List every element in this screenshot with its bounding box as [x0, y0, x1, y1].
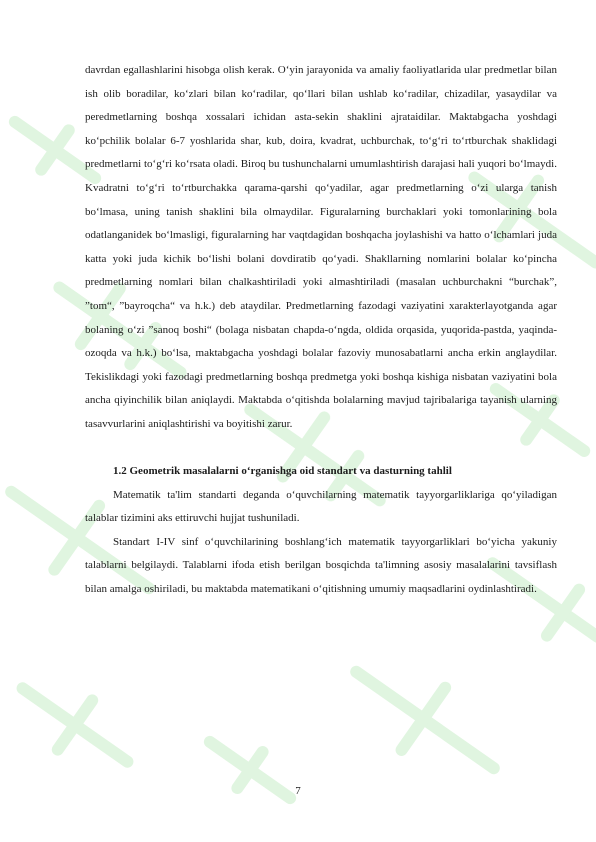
body-paragraph: Matematik ta'lim standarti deganda o‘quvchilarning matematik tayyorgarliklariga qo‘yiladigan talablar tizimini aks ettiruvchi hujjat tushuniladi.: [85, 488, 557, 525]
document-body: [85, 59, 557, 602]
watermark-stroke: [348, 663, 502, 776]
section-heading: 1.2 Geometrik masalalarni o‘rganishga oid standart va dasturning tahlil: [113, 465, 452, 478]
watermark-stroke: [33, 122, 77, 178]
watermark-stroke: [14, 680, 136, 770]
page-number: 7: [295, 785, 301, 797]
watermark-stroke: [393, 679, 453, 758]
watermark-stroke: [49, 692, 100, 758]
body-paragraph: Standart I-IV sinf o‘quvchilarining boshlang‘ich matematik tayyorgarliklari bo‘yicha yakuniy talablarni belgilaydi. Talablarni ifoda etish berilgan bosqichda ta'limning asosiy masalalarini tavsiflash bilan amalga oshiriladi, bu maktabda matematikani o‘qitishning umumiy maqsadlarini oydinlashtiradi.: [85, 535, 557, 596]
body-paragraph: davrdan egallashlarini hisobga olish kerak. O‘yin jarayonida va amaliy faoliyatlarida ular predmetlar bilan ish olib boradilar, ko‘zlari bilan ko‘radilar, qo‘llari bilan ushlab ko‘radilar, chizadilar, yasaydilar va peredmetlarning boshqa xossalari ichidan asta-sekin shaklini ajrataidilar. Maktabgacha yoshdagi ko‘pchilik bolalar 6-7 yoshlarida shar, kub, doira, kvadrat, uchburchak, to‘g‘ri to‘rtburchak shaklidagi predmetlarni to‘g‘ri ko‘rsata oladi. Biroq bu tushunchalarni umumlashtirish darajasi hali yuqori bo‘lmaydi. Kvadratni to‘g‘ri to‘rtburchakka qarama-qarshi qo‘yadilar, agar predmetlarning o‘zi ularga tanish bo‘lmasa, uning tanish shaklini bila olmaydilar. Figuralarning burchaklari yoki tomonlarining bola odatlanganidek bo‘lmasligi, figuralarning har vaqtdagidan boshqacha joylashishi va hatto o‘lchamlari juda katta yoki juda kichik bo‘lishi bolani dovdiratib qo‘yadi. Shakllarning nomlarini bolalar ko‘pincha predmetlarning nomlari bilan chalkashtiriladi yoki almashtiriladi (masalan uchburchakni “burchak”, ”tom“, ”bayroqcha“ va h.k.) deb ataydilar. Predmetlarning fazodagi vaziyatini xarakterlayotganda agar bolaning o‘zi ”sanoq boshi“ (bolaga nisbatan chapda-o‘ngda, oldida orqasida, yuqorida-pastda, yaqinda-ozoqda va h.k.) bo‘lsa, maktabgacha yoshdagi bolalar fazoviy munosabatlarni ancha erkin anglaydilar. Tekislikdagi yoki fazodagi predmetlarning boshqa predmetga yoki boshqa kishiga nisbatan vaziyatini bola ancha qiyinchilik bilan aniqlaydi. Maktabda o‘qitishda bolalarning mavjud tajribalariga tayanish ularning tasavvurlarini aniqlashtirishi va boyitishi zarur.: [85, 64, 557, 430]
